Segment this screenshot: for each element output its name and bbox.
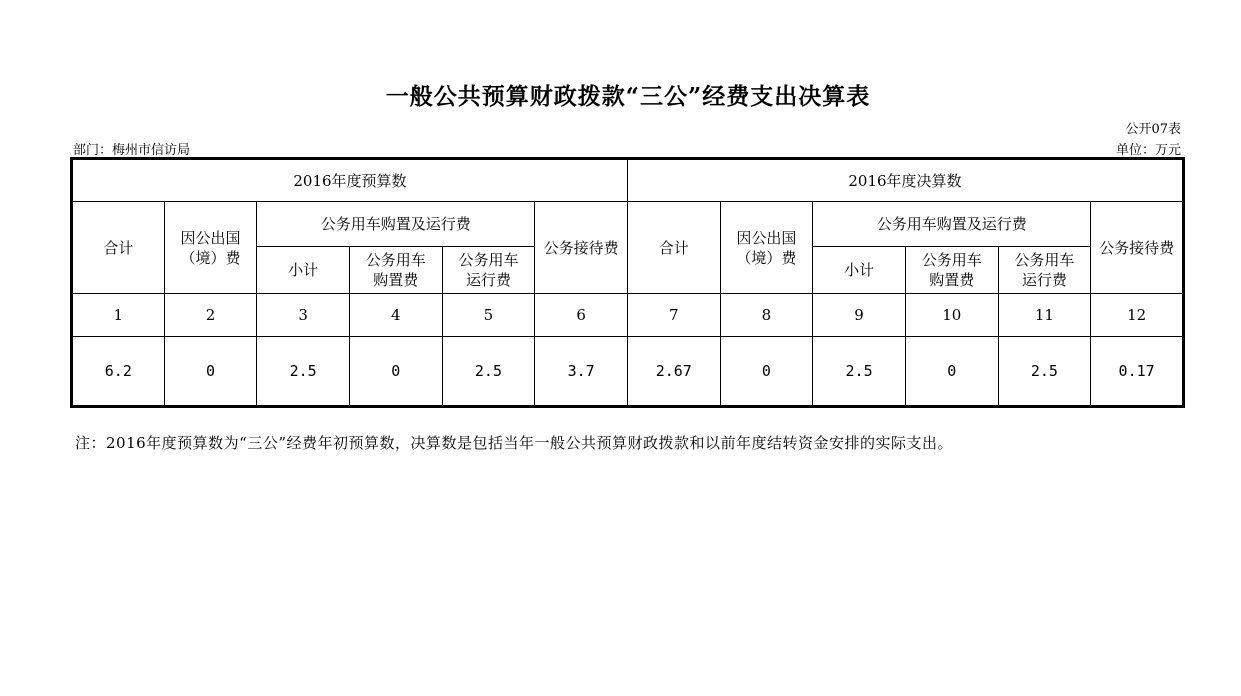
budget-abroad-header: 因公出国（境）费 bbox=[164, 202, 257, 294]
column-number: 8 bbox=[720, 294, 813, 337]
department-label: 部门：梅州市信访局 bbox=[73, 143, 191, 158]
header-row-categories bbox=[72, 202, 1184, 247]
column-number: 7 bbox=[627, 294, 720, 337]
value-cell: 6.2 bbox=[72, 337, 165, 407]
unit-label: 单位：万元 bbox=[1115, 143, 1181, 158]
column-number-row bbox=[72, 294, 1184, 337]
column-number: 11 bbox=[998, 294, 1091, 337]
final-subtotal-header: 小计 bbox=[813, 247, 906, 294]
budget-subtotal-header: 小计 bbox=[257, 247, 350, 294]
value-cell: 0 bbox=[905, 337, 998, 407]
footnote: 注：2016年度预算数为“三公”经费年初预算数，决算数是包括当年一般公共预算财政拨款和以前年度结转资金安排的实际支出。 bbox=[75, 434, 954, 452]
final-abroad-header: 因公出国（境）费 bbox=[720, 202, 813, 294]
column-number: 5 bbox=[442, 294, 535, 337]
final-total-header: 合计 bbox=[627, 202, 720, 294]
budget-header: 2016年度预算数 bbox=[72, 159, 628, 202]
budget-purchase-header: 公务用车购置费 bbox=[349, 247, 442, 294]
budget-total-header: 合计 bbox=[72, 202, 165, 294]
budget-vehicle-header: 公务用车购置及运行费 bbox=[257, 202, 535, 247]
column-number: 2 bbox=[164, 294, 257, 337]
value-cell: 0.17 bbox=[1091, 337, 1184, 407]
value-cell: 2.67 bbox=[627, 337, 720, 407]
form-number: 公开07表 bbox=[1125, 122, 1181, 137]
value-cell: 2.5 bbox=[998, 337, 1091, 407]
value-cell: 0 bbox=[349, 337, 442, 407]
final-reception-header: 公务接待费 bbox=[1091, 202, 1184, 294]
value-cell: 2.5 bbox=[442, 337, 535, 407]
value-cell: 0 bbox=[164, 337, 257, 407]
budget-reception-header: 公务接待费 bbox=[535, 202, 628, 294]
column-number: 4 bbox=[349, 294, 442, 337]
value-cell: 3.7 bbox=[535, 337, 628, 407]
final-operation-header: 公务用车运行费 bbox=[998, 247, 1091, 294]
column-number: 12 bbox=[1091, 294, 1184, 337]
value-row bbox=[72, 337, 1184, 407]
column-number: 3 bbox=[257, 294, 350, 337]
value-cell: 2.5 bbox=[813, 337, 906, 407]
value-cell: 2.5 bbox=[257, 337, 350, 407]
final-purchase-header: 公务用车购置费 bbox=[905, 247, 998, 294]
final-vehicle-header: 公务用车购置及运行费 bbox=[813, 202, 1091, 247]
value-cell: 0 bbox=[720, 337, 813, 407]
column-number: 9 bbox=[813, 294, 906, 337]
expenditure-table bbox=[70, 157, 1185, 408]
column-number: 6 bbox=[535, 294, 628, 337]
report-title: 一般公共预算财政拨款“三公”经费支出决算表 bbox=[385, 83, 871, 110]
budget-operation-header: 公务用车运行费 bbox=[442, 247, 535, 294]
final-header: 2016年度决算数 bbox=[627, 159, 1183, 202]
header-row-period bbox=[72, 159, 1184, 202]
column-number: 1 bbox=[72, 294, 165, 337]
column-number: 10 bbox=[905, 294, 998, 337]
